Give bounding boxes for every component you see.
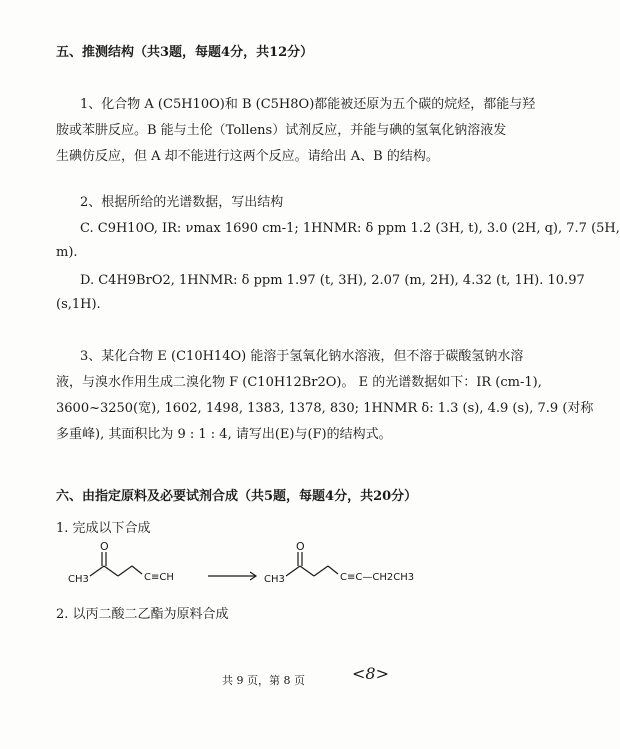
- synthesis-1-scheme: [60, 540, 480, 600]
- start-alkyne-label: C≡CH: [144, 572, 174, 583]
- product-methyl-label: CH3: [264, 574, 285, 585]
- q1-line-1: 1、化合物 A (C5H10O)和 B (C5H8O)都能被还原为五个碳的烷烃，都能与羟: [80, 97, 536, 112]
- q3-line-2: 液，与溴水作用生成二溴化物 F (C10H12Br2O)。 E 的光谱数据如下：IR (cm-1),: [56, 375, 542, 390]
- q2-d-line-2: (s,1H).: [56, 297, 101, 312]
- start-methyl-label: CH3: [68, 574, 89, 585]
- q3-line-1: 3、某化合物 E (C10H14O) 能溶于氢氧化钠水溶液，但不溶于碳酸氢钠水溶: [80, 349, 524, 364]
- section-5-heading: 五、推测结构（共3题，每题4分，共12分）: [56, 45, 314, 60]
- start-oxygen-label: O: [100, 540, 109, 553]
- handwritten-page-mark: <8>: [352, 664, 389, 683]
- q2-c-line-2: m).: [56, 245, 78, 260]
- q1-line-3: 生碘仿反应，但 A 却不能进行这两个反应。请给出 A、B 的结构。: [56, 149, 439, 164]
- product-alkyne-label: C≡C—CH2CH3: [340, 572, 415, 583]
- q3-line-3: 3600~3250(宽), 1602, 1498, 1383, 1378, 830; 1HNMR δ: 1.3 (s), 4.9 (s), 7.9 (对称: [56, 401, 594, 416]
- product-oxygen-label: O: [296, 540, 305, 553]
- q2-c-line-1: C. C9H10O, IR: νmax 1690 cm-1; 1HNMR: δ ppm 1.2 (3H, t), 3.0 (2H, q), 7.7 (5H,: [80, 221, 620, 236]
- q3-line-4: 多重峰), 其面积比为 9 : 1 : 4, 请写出(E)与(F)的结构式。: [56, 427, 392, 442]
- q2-intro: 2、根据所给的光谱数据，写出结构: [80, 195, 284, 210]
- q2-d-line-1: D. C4H9BrO2, 1HNMR: δ ppm 1.97 (t, 3H), 2.07 (m, 2H), 4.32 (t, 1H). 10.97: [80, 273, 585, 288]
- synthesis-2-label: 2. 以丙二酸二乙酯为原料合成: [56, 607, 229, 622]
- q1-line-2: 胺或苯肼反应。B 能与土伦（Tollens）试剂反应，并能与碘的氢氧化钠溶液发: [56, 123, 507, 138]
- section-6-heading: 六、由指定原料及必要试剂合成（共5题，每题4分，共20分）: [56, 489, 418, 504]
- synthesis-1-label: 1. 完成以下合成: [56, 521, 151, 536]
- page-counter: 共 9 页，第 8 页: [222, 674, 305, 687]
